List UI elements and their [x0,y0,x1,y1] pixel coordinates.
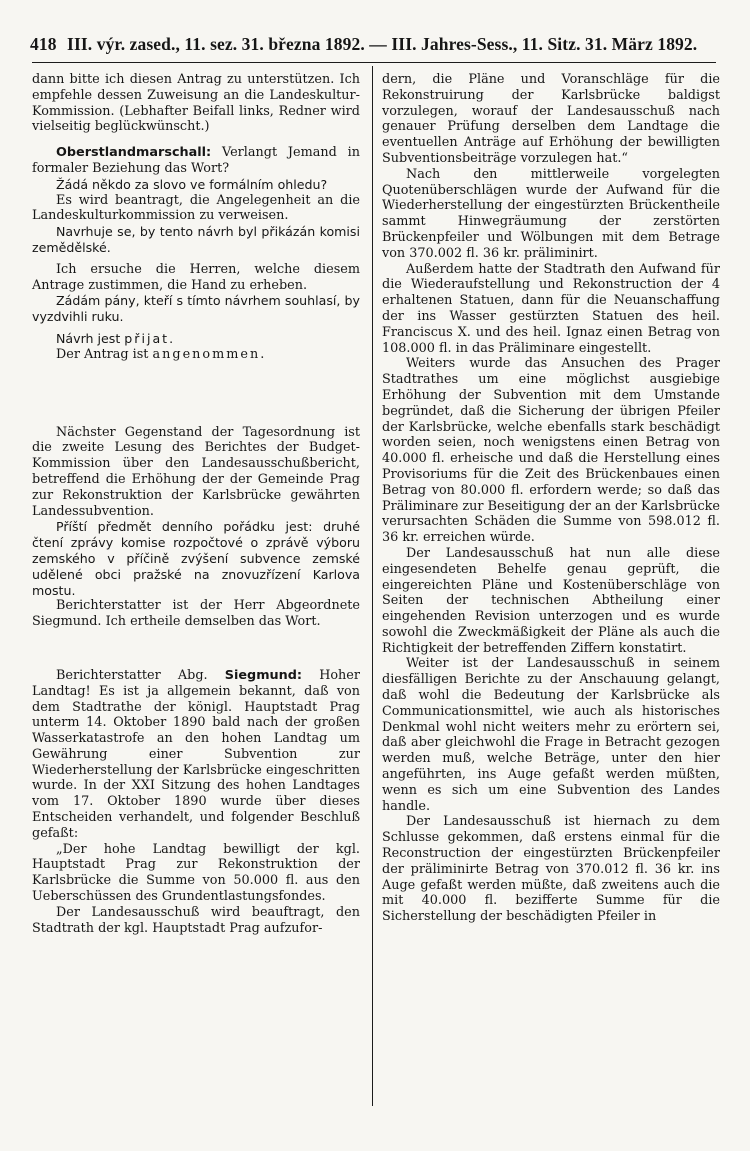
column-divider [372,66,373,1106]
paragraph: dann bitte ich diesen Antrag zu unterstützen. Ich empfehle dessen Zuweisung an die Landeskultur-Kommission. (Lebhafter Beifall links, Redner wird vielseitig beglückwünscht.) [32,72,360,135]
paragraph-czech: Žádá někdo za slovo ve formálním ohledu? [56,176,328,192]
paragraph: Nach den mittlerweile vorgelegten Quotenüberschlägen wurde der Aufwand für die Wiederherstellung der eingestürzten Brückentheile sammt Hinwegräumung der zerstörten Brückenpfeiler und Wölbungen mit dem Betrage von 370.002 fl. 36 kr. präliminirt. [382,166,720,261]
paragraph: Der Landesausschuß hat nun alle diese eingesendeten Behelfe genau geprüft, die eingereichten Pläne und Kostenüberschläge von Seiten der technischen Abtheilung einer eingehenden Revision unterzogen und es wurde sowohl die Zweckmäßigkeit der Pläne als auch die Richtigkeit der betreffenden Ziffern konstatirt. [382,545,720,656]
header-separator: — [369,34,387,54]
paragraph: Nächster Gegenstand der Tagesordnung ist die zweite Lesung des Berichtes der Budget-Kommission über den Landesausschußbericht, betreffend die Erhöhung der der Gemeinde Prag zur Rekonstruktion der Karlsbrücke gewährten Landessubvention. [32,424,360,519]
left-column [32,72,360,936]
paragraph-czech: Příští předmět denního pořádku jest: druhé čtení zprávy komise rozpočtové o zprávě výboru zemského v příčině zvýšení subvence zemské udělené obci pražské na znovuzřízení Karlova mostu. [32,519,360,598]
page-header [30,34,710,55]
paragraph: Außerdem hatte der Stadtrath den Aufwand für die Wiederaufstellung und Rekonstruction der 4 erhaltenen Statuen, dann für die Neuanschaffung der ins Wasser gestürzten Statuen des heil. Franciscus X. und des heil. Ignaz einen Betrag von 108.000 fl. in das Präliminare eingestellt. [382,261,720,356]
paragraph: Der Landesausschuß wird beauftragt, den Stadtrath der kgl. Hauptstadt Prag aufzufor- [32,904,360,936]
paragraph: dern, die Pläne und Voranschläge für die Rekonstruirung der Karlsbrücke baldigst vorzulegen, worauf der Landesausschuß nach genauer Prüfung derselben dem Landtage die eventuellen Anträge auf Erhöhung der bewilligten Subventionsbeiträge vorzulegen hat.“ [382,72,720,166]
speaker-name: Oberstlandmarschall: [56,145,212,161]
paragraph-czech: Navrhuje se, by tento návrh byl přikázán komisi zemědělské. [32,224,360,255]
header-czech: III. výr. zased., 11. sez. 31. března 1892. [67,34,365,54]
paragraph: Weiter ist der Landesausschuß in seinem diesfälligen Berichte zu der Anschauung gelangt, daß wohl die Bedeutung der Karlsbrücke als Communicationsmittel, wie auch als historisches Denkmal wohl nicht weiters mehr zu erörtern sei, daß aber gleichwohl die Frage in Betracht gezogen werden muß, welche Beträge, unter den hier angeführten, ins Auge gefaßt werden müßten, wenn es sich um eine Subvention des Landes handle. [382,656,720,814]
paragraph-result-german [32,347,360,363]
paragraph-result-czech [32,331,360,347]
paragraph-speaker [32,145,360,177]
paragraph: Berichterstatter ist der Herr Abgeordnete Siegmund. Ich ertheile demselben das Wort. [32,598,360,630]
paragraph: Weiters wurde das Ansuchen des Prager Stadtrathes um eine möglichst ausgiebige Erhöhung der Subvention mit dem Umstande begründet, daß die Sicherung der übrigen Pfeiler der Karlsbrücke, welche ebenfalls stark beschädigt worden seien, noch wenigstens einen Betrag von 40.000 fl. erheische und daß die Herstellung eines Provisoriums für die Zeit des Brückenbaues einen Betrag von 80.000 fl. erfordern werde; so daß das Präliminare zur Beseitigung der an der Karlsbrücke verursachten Schäden die Summe von 598.012 fl. 36 kr. erreichen würde. [382,356,720,546]
header-rule [32,62,716,63]
paragraph: Der Landesausschuß ist hiernach zu dem Schlusse gekommen, daß erstens einmal für die Reconstruction der eingestürzten Brückenpfeiler der präliminirte Betrag von 370.012 fl. 36 kr. ins Auge gefaßt werden müßte, daß zweitens auch die mit 40.000 fl. bezifferte Summe für die Sicherstellung der beschädigten Pfeiler in [382,814,720,925]
paragraph-czech: Zádám pány, kteří s tímto návrhem souhlasí, by vyzdvihli ruku. [32,293,360,325]
paragraph-speaker [32,668,360,842]
paragraph: Ich ersuche die Herren, welche diesem Antrage zustimmen, die Hand zu erheben. [32,261,360,293]
result-emphasis: přijat. [124,330,176,346]
speaker-text: Hoher Landtag! Es ist ja allgemein bekannt, daß von dem Stadtrathe der königl. Hauptstadt Prag unterm 14. Oktober 1890 bald nach der großen Wasserkatastrofe an den hohen Landtag um Gewährung einer Subvention zur Wiederherstellung der Karlsbrücke eingeschritten wurde. In der XXI Sitzung des hohen Landtages vom 17. Oktober 1890 wurde über dieses Entscheiden verhandelt, und folgender Beschluß gefaßt: [32,667,360,841]
speaker-prefix: Berichterstatter Abg. [56,667,208,683]
result-prefix: Návrh jest [56,330,121,346]
result-prefix: Der Antrag ist [56,346,149,362]
paragraph: Es wird beantragt, die Angelegenheit an die Landeskulturkommission zu verweisen. [32,192,360,224]
right-column [382,72,720,925]
speaker-name: Siegmund: [224,667,303,683]
page-number: 418 [30,34,57,54]
header-german: III. Jahres-Sess., 11. Sitz. 31. März 1892. [391,34,698,54]
quoted-resolution: „Der hohe Landtag bewilligt der kgl. Hauptstadt Prag zur Rekonstruktion der Karlsbrücke die Summe von 50.000 fl. aus den Ueberschüssen des Grundentlastungsfondes. [32,841,360,905]
speaker-text: Verlangt Jemand in formaler Beziehung das Wort? [32,145,360,176]
result-emphasis: angenommen. [152,346,267,362]
